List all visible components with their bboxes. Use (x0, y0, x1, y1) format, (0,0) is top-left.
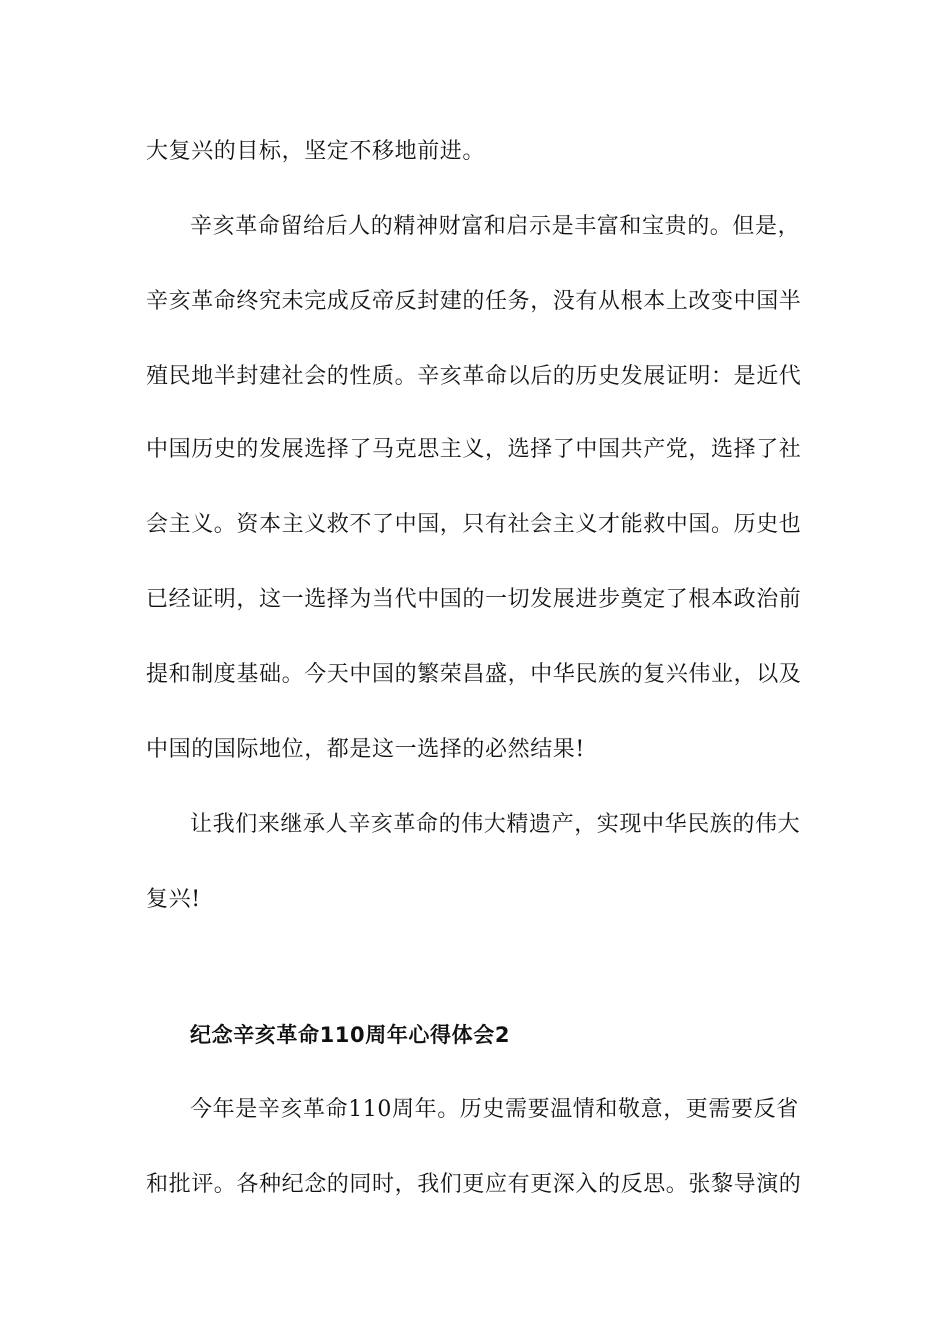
paragraph-line: 殖民地半封建社会的性质。辛亥革命以后的历史发展证明：是近代 (146, 364, 802, 389)
paragraph-line: 辛亥革命终究未完成反帝反封建的任务，没有从根本上改变中国半 (146, 289, 802, 314)
paragraph-line: 中国的国际地位，都是这一选择的必然结果! (146, 737, 585, 762)
paragraph-line: 和批评。各种纪念的同时，我们更应有更深入的反思。张黎导演的 (146, 1172, 802, 1197)
paragraph-line: 让我们来继承人辛亥革命的伟大精遗产，实现中华民族的伟大 (190, 812, 801, 837)
paragraph-line: 已经证明，这一选择为当代中国的一切发展进步奠定了根本政治前 (146, 587, 802, 612)
paragraph-line: 辛亥革命留给后人的精神财富和启示是丰富和宝贵的。但是， (190, 214, 801, 239)
paragraph-line: 会主义。资本主义救不了中国，只有社会主义才能救中国。历史也 (146, 512, 802, 537)
paragraph-line: 复兴! (146, 887, 201, 912)
paragraph-line: 中国历史的发展选择了马克思主义，选择了中国共产党，选择了社 (146, 437, 802, 462)
paragraph-line: 今年是辛亥革命110周年。历史需要温情和敬意，更需要反省 (190, 1097, 799, 1122)
section-heading: 纪念辛亥革命110周年心得体会2 (190, 1023, 511, 1047)
paragraph-line: 大复兴的目标，坚定不移地前进。 (146, 139, 486, 164)
paragraph-line: 提和制度基础。今天中国的繁荣昌盛，中华民族的复兴伟业，以及 (146, 662, 802, 687)
